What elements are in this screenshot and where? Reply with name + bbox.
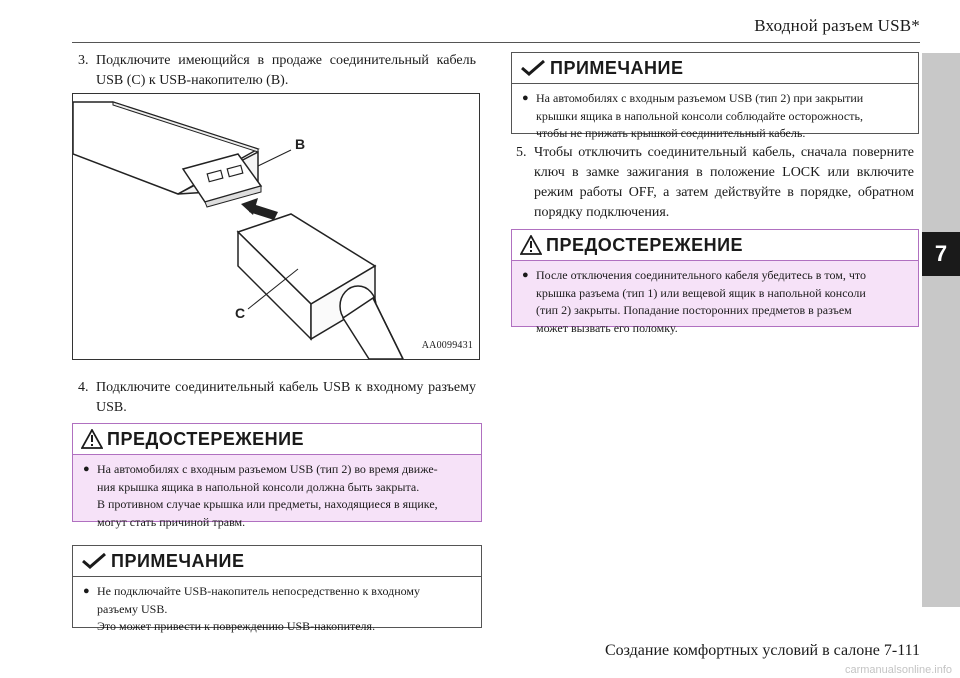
bullet-icon: ● xyxy=(83,463,90,475)
caution-line: могут стать причиной травм. xyxy=(97,514,246,529)
caution-box-right xyxy=(511,229,919,335)
note-line: Это может привести к повреждению USB-накопителя. xyxy=(97,619,376,633)
page-footer: Создание комфортных условий в салоне 7-111 xyxy=(604,642,920,659)
step-text: Чтобы отключить соединительный кабель, сначала поверните ключ в замке зажигания в положение LOCK или включите режим работы OFF, а затем действуйте в порядке, обратном порядку подключения. xyxy=(534,145,914,220)
note-title: ПРИМЕЧАНИЕ xyxy=(550,57,684,78)
caution-box-header xyxy=(512,230,918,261)
note-body xyxy=(73,577,481,642)
figure-label-c: C xyxy=(235,305,246,321)
caution-body xyxy=(73,455,481,537)
step-number: 4. xyxy=(78,380,89,395)
note-box-right xyxy=(511,52,919,140)
note-line: чтобы не прижать крышкой соединительный кабель. xyxy=(536,126,806,140)
bullet-icon: ● xyxy=(522,269,529,281)
caution-line: может вызвать его поломку. xyxy=(536,320,678,335)
checkmark-icon xyxy=(81,552,107,570)
note-line: Не подключайте USB-накопитель непосредственно к входному xyxy=(97,584,421,598)
bullet-icon: ● xyxy=(522,92,529,104)
caution-box-header xyxy=(73,424,481,455)
caution-line: (тип 2) закрыты. Попадание посторонних предметов в разъем xyxy=(536,303,852,317)
step-5 xyxy=(516,143,914,223)
note-line: разъему USB. xyxy=(97,601,168,616)
checkmark-icon xyxy=(520,59,546,77)
warning-triangle-icon xyxy=(81,429,103,449)
warning-triangle-icon xyxy=(520,235,542,255)
caution-line: После отключения соединительного кабеля убедитесь в том, что xyxy=(536,268,866,282)
step-text: Подключите соединительный кабель USB к входному разъему USB. xyxy=(96,380,476,415)
caution-box-left xyxy=(72,423,482,529)
chapter-side-tab xyxy=(922,53,960,607)
note-body xyxy=(512,84,918,149)
step-number: 5. xyxy=(516,145,527,160)
caution-title: ПРЕДОСТЕРЕЖЕНИЕ xyxy=(107,428,305,449)
step-number: 3. xyxy=(78,53,89,68)
figure-label-b: B xyxy=(295,136,306,152)
step-4 xyxy=(78,378,476,418)
note-line: крышки ящика в напольной консоли соблюдайте осторожность, xyxy=(536,108,863,123)
caution-line: крышка разъема (тип 1) или вещевой ящик в напольной консоли xyxy=(536,285,866,300)
chapter-number-tab[interactable]: 7 xyxy=(922,232,960,276)
usb-connection-figure xyxy=(72,93,480,360)
header-rule xyxy=(72,42,920,43)
step-text: Подключите имеющийся в продаже соединительный кабель USB (C) к USB-накопителю (B). xyxy=(96,53,476,88)
step-3 xyxy=(78,51,476,91)
caution-title: ПРЕДОСТЕРЕЖЕНИЕ xyxy=(546,234,744,255)
caution-line: В противном случае крышка или предметы, находящиеся в ящике, xyxy=(97,497,438,511)
note-box-header xyxy=(73,546,481,577)
watermark: carmanualsonline.info xyxy=(844,664,952,676)
figure-code: AA0099431 xyxy=(421,340,473,351)
caution-line: На автомобилях с входным разъемом USB (тип 2) во время движе- xyxy=(97,462,438,476)
note-box-header xyxy=(512,53,918,84)
note-title: ПРИМЕЧАНИЕ xyxy=(111,550,245,571)
usb-illustration xyxy=(73,94,479,359)
note-line: На автомобилях с входным разъемом USB (тип 2) при закрытии xyxy=(536,91,864,105)
note-box-left xyxy=(72,545,482,633)
caution-line: ния крышка ящика в напольной консоли должна быть закрыта. xyxy=(97,479,420,494)
caution-body xyxy=(512,261,918,343)
page-header-title: Входной разъем USB* xyxy=(754,16,920,35)
bullet-icon: ● xyxy=(83,585,90,597)
